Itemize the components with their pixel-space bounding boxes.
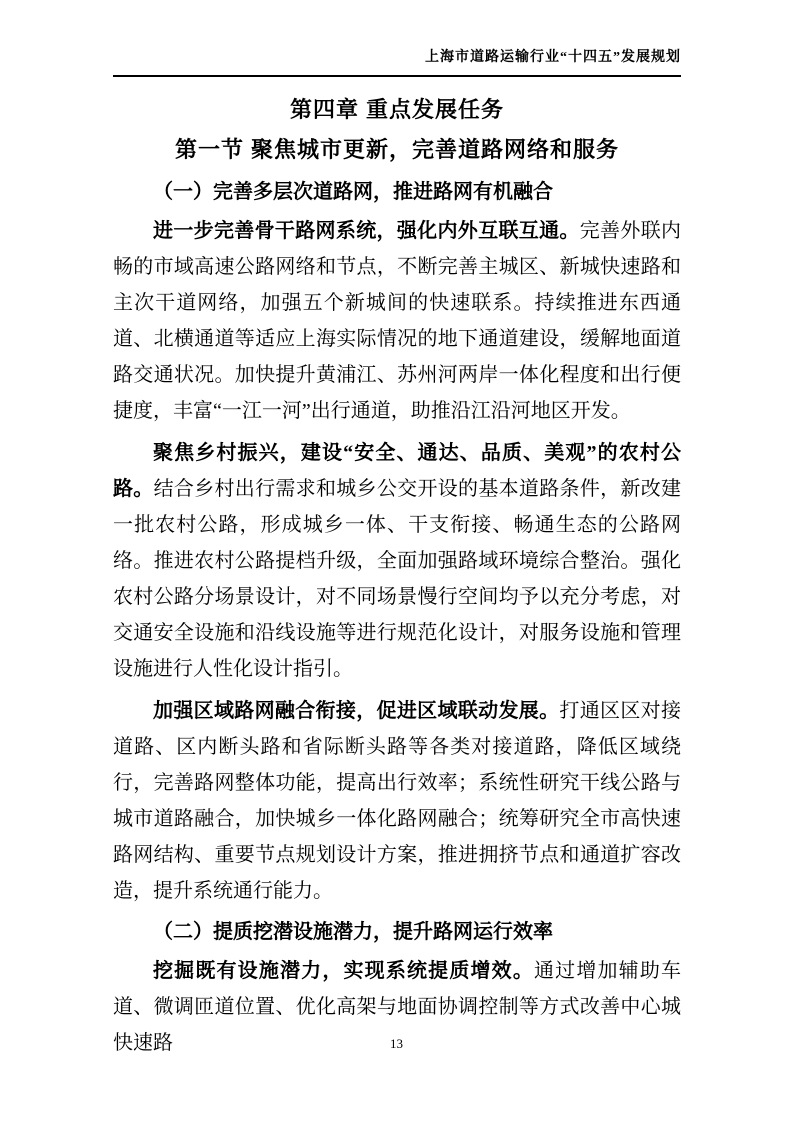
page-number: 13 [390, 1036, 403, 1051]
subheading-1: （一）完善多层次道路网，推进路网有机融合 [153, 181, 553, 203]
paragraph-4-lead: 挖掘既有设施潜力，实现系统提质增效。 [153, 960, 534, 982]
content-column [113, 48, 681, 1061]
section-title: 第一节 聚焦城市更新，完善道路网络和服务 [174, 137, 620, 162]
paragraph-2-text: 结合乡村出行需求和城乡公交开设的基本道路条件，新改建一批农村公路，形成城乡一体、干支衔接、畅通生态的公路网络。推进农村公路提档升级，全面加强路域环境综合整治。强化农村公路分场景设计，对不同场景慢行空间均予以充分考虑，对交通安全设施和沿线设施等进行规范化设计，对服务设施和管理设施进行人性化设计指引。 [113, 478, 682, 680]
paragraph-2-lead: 聚焦乡村振兴，建设“安全、通达、品质、美观”的农村公路。 [113, 442, 681, 500]
page-footer [0, 1036, 793, 1052]
subheading-2: （二）提质挖潜设施潜力，提升路网运行效率 [153, 921, 553, 943]
paragraph-2 [113, 435, 681, 687]
paragraph-3 [113, 693, 681, 909]
paragraph-1-text: 完善外联内畅的市域高速公路网络和节点，不断完善主城区、新城快速路和主次干道网络，加强五个新城间的快速联系。持续推进东西通道、北横通道等适应上海实际情况的地下通道建设，缓解地面道路交通状况。加快提升黄浦江、苏州河两岸一体化程度和出行便捷度，丰富“一江一河”出行通道，助推沿江沿河地区开发。 [113, 220, 682, 422]
chapter-title: 第四章 重点发展任务 [289, 97, 505, 122]
page-header [113, 48, 681, 77]
paragraph-3-lead: 加强区域路网融合衔接，促进区域联动发展。 [153, 700, 560, 722]
paragraph-4-text: 通过增加辅助车道、微调匝道位置、优化高架与地面协调控制等方式改善中心城快速路 [113, 960, 682, 1054]
paragraph-3-text: 打通区区对接道路、区内断头路和省际断头路等各类对接道路，降低区域绕行，完善路网整体功能，提高出行效率；系统性研究干线公路与城市道路融合，加快城乡一体化路网融合；统筹研究全市高快速路网结构、重要节点规划设计方案，推进拥挤节点和通道扩容改造，提升系统通行能力。 [113, 700, 682, 902]
paragraph-1 [113, 213, 681, 429]
paragraph-1-lead: 进一步完善骨干路网系统，强化内外互联互通。 [153, 220, 580, 242]
header-title: 上海市道路运输行业“十四五”发展规划 [425, 50, 681, 65]
